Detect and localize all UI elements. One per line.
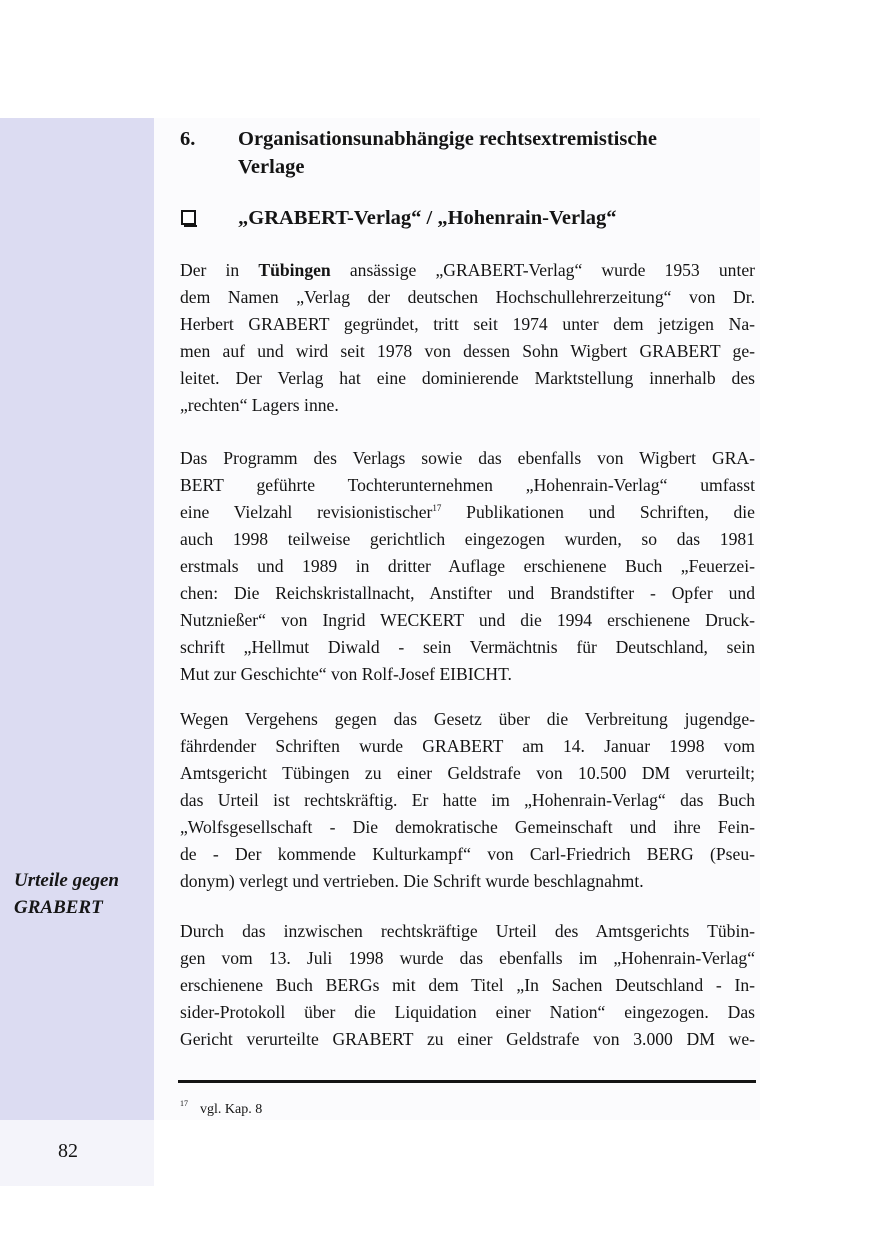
paragraph-1-line: dem Namen „Verlag der deutschen Hochschullehrerzeitung“ von Dr. bbox=[180, 287, 755, 307]
paragraph-4-line: Durch das inzwischen rechtskräftige Urteil des Amtsgerichts Tübin- bbox=[180, 921, 755, 941]
footnote bbox=[180, 1094, 262, 1120]
text-run: eine Vielzahl revisionistischer bbox=[180, 502, 433, 522]
paragraph-4 bbox=[180, 918, 755, 1053]
footnote-reference[interactable]: 17 bbox=[432, 503, 442, 513]
paragraph-3-line: fährdender Schriften wurde GRABERT am 14. Januar 1998 vom bbox=[180, 736, 755, 756]
paragraph-1-line: Herbert GRABERT gegründet, tritt seit 1974 unter dem jetzigen Na- bbox=[180, 314, 755, 334]
paragraph-2-line: erstmals und 1989 in dritter Auflage erschienene Buch „Feuerzei- bbox=[180, 556, 755, 576]
paragraph-2-line: Mut zur Geschichte“ von Rolf-Josef EIBICHT. bbox=[180, 664, 512, 684]
checkbox-bullet-icon bbox=[181, 210, 196, 225]
paragraph-2-line: schrift „Hellmut Diwald - sein Vermächtnis für Deutschland, sein bbox=[180, 637, 755, 657]
margin-note-line-2: GRABERT bbox=[14, 897, 103, 918]
text-run: Der in bbox=[180, 260, 259, 280]
footnote-divider bbox=[178, 1080, 756, 1083]
paragraph-1-line: leitet. Der Verlag hat eine dominierende Marktstellung innerhalb des bbox=[180, 368, 755, 388]
paragraph-1-line: men auf und wird seit 1978 von dessen Sohn Wigbert GRABERT ge- bbox=[180, 341, 755, 361]
paragraph-3 bbox=[180, 706, 755, 895]
paragraph-2-line: Nutznießer“ von Ingrid WECKERT und die 1994 erschienene Druck- bbox=[180, 610, 755, 630]
paragraph-3-line: Wegen Vergehens gegen das Gesetz über die Verbreitung jugendge- bbox=[180, 709, 755, 729]
paragraph-1-line: „rechten“ Lagers inne. bbox=[180, 395, 339, 415]
paragraph-3-line: Amtsgericht Tübingen zu einer Geldstrafe von 10.500 DM verurteilt; bbox=[180, 763, 755, 783]
paragraph-3-line: das Urteil ist rechtskräftig. Er hatte im „Hohenrain-Verlag“ das Buch bbox=[180, 790, 755, 810]
paragraph-3-line: de - Der kommende Kulturkampf“ von Carl-Friedrich BERG (Pseu- bbox=[180, 844, 755, 864]
paragraph-1 bbox=[180, 257, 755, 419]
paragraph-3-line: donym) verlegt und vertrieben. Die Schrift wurde beschlagnahmt. bbox=[180, 871, 644, 891]
section-number: 6. bbox=[180, 128, 196, 150]
paragraph-2-line: chen: Die Reichskristallnacht, Anstifter und Brandstifter - Opfer und bbox=[180, 583, 755, 603]
footnote-text: vgl. Kap. 8 bbox=[200, 1102, 263, 1117]
paragraph-4-line: sider-Protokoll über die Liquidation einer Nation“ eingezogen. Das bbox=[180, 1002, 755, 1022]
footnote-number: 17 bbox=[180, 1099, 188, 1108]
margin-note bbox=[14, 867, 149, 921]
paragraph-2-line: BERT geführte Tochterunternehmen „Hohenrain-Verlag“ umfasst bbox=[180, 475, 755, 495]
page-number: 82 bbox=[58, 1140, 78, 1162]
text-run: Publikationen und Schriften, die bbox=[441, 502, 755, 522]
paragraph-2-line bbox=[180, 499, 755, 526]
text-run: ansässige „GRABERT-Verlag“ wurde 1953 unter bbox=[330, 260, 756, 280]
margin-note-line-1: Urteile gegen bbox=[14, 870, 120, 891]
paragraph-4-line: gen vom 13. Juli 1998 wurde das ebenfalls im „Hohenrain-Verlag“ bbox=[180, 948, 755, 968]
section-title bbox=[238, 125, 748, 181]
paragraph-4-line: Gericht verurteilte GRABERT zu einer Geldstrafe von 3.000 DM we- bbox=[180, 1029, 755, 1049]
paragraph-2-line: Das Programm des Verlags sowie das ebenfalls von Wigbert GRA- bbox=[180, 448, 755, 468]
section-title-line-1: Organisationsunabhängige rechtsextremistische bbox=[238, 128, 657, 150]
paragraph-2 bbox=[180, 445, 755, 688]
paragraph-2-line: auch 1998 teilweise gerichtlich eingezogen wurden, so das 1981 bbox=[180, 529, 755, 549]
paragraph-3-line: „Wolfsgesellschaft - Die demokratische Gemeinschaft und ihre Fein- bbox=[180, 817, 755, 837]
paragraph-4-line: erschienene Buch BERGs mit dem Titel „In Sachen Deutschland - In- bbox=[180, 975, 755, 995]
section-title-line-2: Verlage bbox=[238, 156, 305, 178]
margin-column bbox=[0, 118, 154, 1120]
paragraph-1-line bbox=[180, 257, 755, 284]
place-name-bold: Tübingen bbox=[258, 260, 331, 280]
subsection-title: „GRABERT-Verlag“ / „Hohenrain-Verlag“ bbox=[238, 207, 617, 229]
